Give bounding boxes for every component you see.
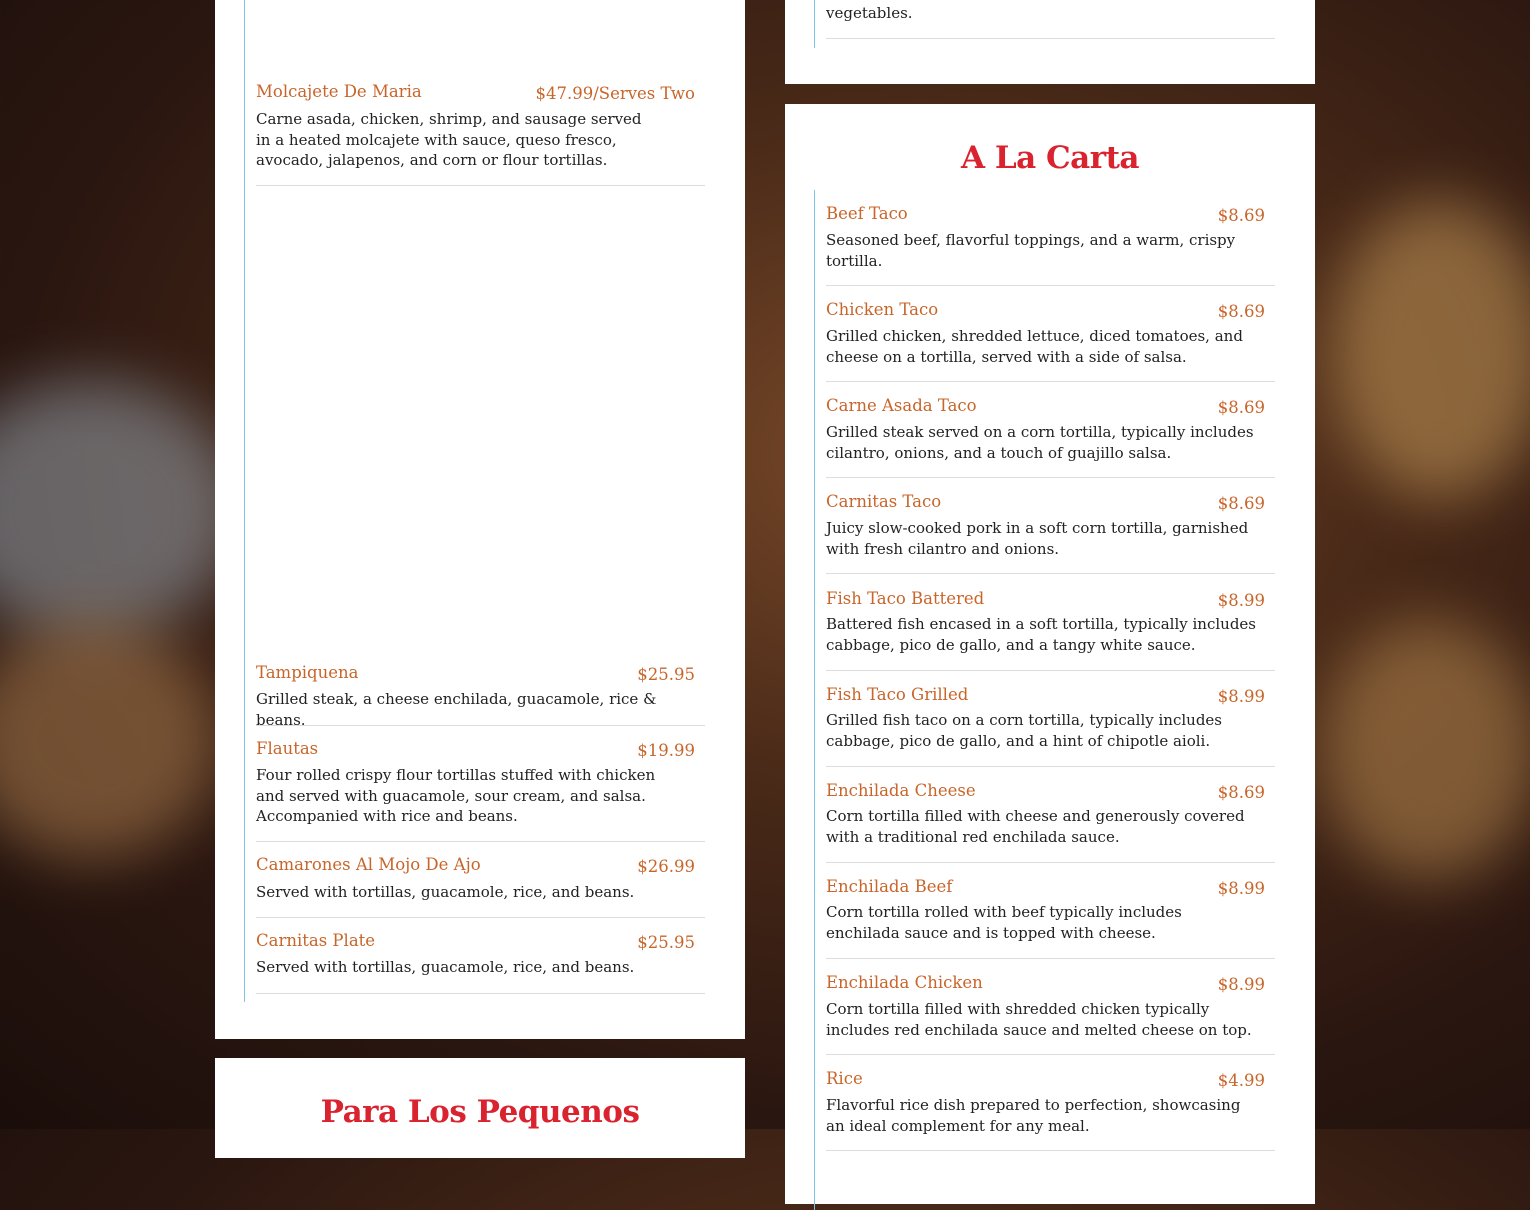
menu-item-price: $8.69 [1217,494,1265,513]
menu-card-left [215,0,745,1039]
menu-item [256,855,705,918]
menu-item-name: Fish Taco Battered [826,589,985,608]
background-photo-chip-2 [1320,620,1530,880]
menu-item-desc: Flavorful rice dish prepared to perfection, showcasing an ideal complement for any meal. [826,1096,1241,1135]
menu-item-price: $8.69 [1217,783,1265,802]
menu-item [826,781,1275,863]
menu-item-name: Enchilada Beef [826,877,953,896]
menu-item-name: Flautas [256,739,319,758]
section-title: A La Carta [960,140,1140,176]
menu-item-desc: Corn tortilla filled with cheese and generously covered with a traditional red enchilada sauce. [826,807,1245,846]
menu-item [826,973,1275,1055]
menu-card-para-los-pequenos [215,1058,745,1158]
menu-item-name: Beef Taco [826,204,908,223]
menu-item-name: Carnitas Plate [256,931,376,950]
menu-card-a-la-carta [785,104,1315,1204]
menu-item-desc: Carne asada, chicken, shrimp, and sausage served in a heated molcajete with sauce, queso fresco, avocado, jalapenos, and corn or flour tortillas. [256,110,642,169]
menu-item-price: $8.69 [1217,398,1265,417]
menu-item-name: Carnitas Taco [826,492,942,511]
menu-item-price: $19.99 [637,741,695,760]
menu-item-price: $8.99 [1217,591,1265,610]
menu-item-desc: Corn tortilla rolled with beef typically includes enchilada sauce and is topped with cheese. [826,903,1182,942]
menu-item [826,877,1275,959]
menu-item-name: Rice [826,1069,863,1088]
menu-item [826,685,1275,767]
menu-item [826,1069,1275,1151]
menu-item-name: Fish Taco Grilled [826,685,969,704]
menu-item-price: $26.99 [637,857,695,876]
menu-item-desc: Grilled steak served on a corn tortilla, typically includes cilantro, onions, and a touch of guajillo salsa. [826,423,1254,462]
menu-item-desc: Juicy slow-cooked pork in a soft corn tortilla, garnished with fresh cilantro and onions. [826,519,1249,558]
menu-item-divider [826,38,1275,39]
menu-item-price: $25.95 [637,665,695,684]
background-photo [0,380,240,640]
section-title: Para Los Pequenos [320,1094,640,1130]
menu-item [256,82,705,186]
menu-item-desc: Grilled fish taco on a corn tortilla, typically includes cabbage, pico de gallo, and a hint of chipotle aioli. [826,711,1222,750]
menu-item-name: Chicken Taco [826,300,939,319]
card-accent-line [814,190,815,1210]
menu-item [826,204,1275,286]
menu-item-price: $25.95 [637,933,695,952]
menu-item [256,931,705,994]
menu-item-desc: Served with tortillas, guacamole, rice, and beans. [256,958,635,976]
menu-item-name: Tampiquena [256,663,359,682]
menu-item-price: $8.99 [1217,879,1265,898]
card-accent-line [814,0,815,48]
background-photo-tortilla [0,620,220,860]
menu-item-desc: Four rolled crispy flour tortillas stuffed with chicken and served with guacamole, sour cream, and salsa. Accompanied with rice and beans. [256,766,656,825]
menu-item-desc: Corn tortilla filled with shredded chicken typically includes red enchilada sauce and melted cheese on top. [826,1000,1252,1039]
menu-item [826,589,1275,671]
menu-item-price: $8.99 [1217,687,1265,706]
menu-item-price: $8.69 [1217,206,1265,225]
menu-item-name: Camarones Al Mojo De Ajo [256,855,481,874]
background-photo-chip [1330,200,1530,500]
menu-item-name: Carne Asada Taco [826,396,977,415]
menu-item [826,300,1275,382]
menu-item [826,396,1275,478]
menu-item [256,663,705,729]
menu-item-desc: Battered fish encased in a soft tortilla, typically includes cabbage, pico de gallo, and a tangy white sauce. [826,615,1256,654]
menu-item-price: $4.99 [1217,1071,1265,1090]
menu-item-desc: Seasoned beef, flavorful toppings, and a warm, crispy tortilla. [826,231,1236,270]
menu-item-price: $8.69 [1217,302,1265,321]
menu-item-desc: vegetables. [826,4,913,22]
menu-item-price: $8.99 [1217,975,1265,994]
menu-item-name: Enchilada Cheese [826,781,976,800]
menu-item-desc: Grilled steak, a cheese enchilada, guacamole, rice & beans. [256,690,657,729]
card-accent-line [244,0,245,1002]
menu-item-name: Enchilada Chicken [826,973,983,992]
menu-card-right-previous [785,0,1315,84]
menu-item-desc: Grilled chicken, shredded lettuce, diced tomatoes, and cheese on a tortilla, served with a side of salsa. [826,327,1243,366]
menu-item-desc: Served with tortillas, guacamole, rice, and beans. [256,883,635,901]
menu-item [256,739,705,842]
menu-item-name: Molcajete De Maria [256,82,422,101]
menu-item [826,492,1275,574]
menu-item-price: $47.99/Serves Two [535,84,695,103]
